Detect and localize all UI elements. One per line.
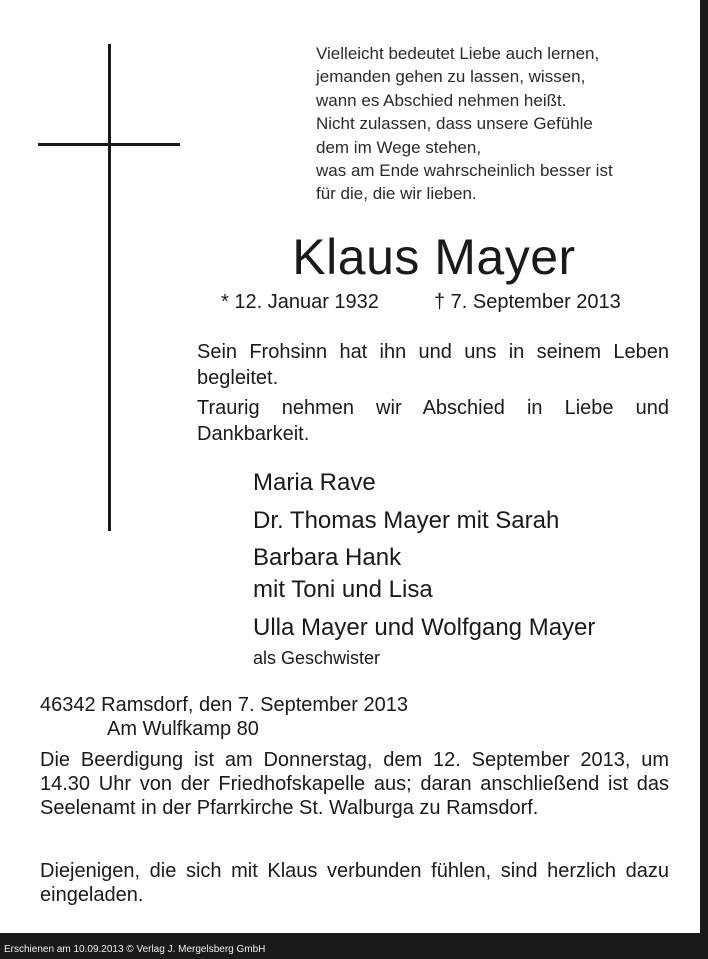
address-line-2: Am Wulfkamp 80 xyxy=(107,718,259,740)
mourner-name-continued: mit Toni und Lisa xyxy=(253,576,433,603)
address-line-1: 46342 Ramsdorf, den 7. September 2013 xyxy=(40,694,409,716)
cross-icon-vertical xyxy=(108,44,111,531)
poem-line: Vielleicht bedeutet Liebe auch lernen, xyxy=(316,44,600,63)
invitation-paragraph: Diejenigen, die sich mit Klaus verbunden fühlen, sind herzlich dazu eingeladen. xyxy=(40,860,669,906)
funeral-paragraph: Die Beerdigung ist am Donnerstag, dem 12. September 2013, um 14.30 Uhr von der Friedhofskapelle aus; daran anschließend ist das Seelenamt in der Pfarrkirche St. Walburga zu Ramsdorf. xyxy=(40,749,669,819)
mourner-name: Dr. Thomas Mayer mit Sarah xyxy=(253,507,560,534)
poem-line: dem im Wege stehen, xyxy=(316,137,482,157)
death-date: † 7. September 2013 xyxy=(434,291,621,313)
cross-icon-horizontal xyxy=(38,143,180,146)
mourner-name: Maria Rave xyxy=(253,469,376,496)
poem xyxy=(316,42,686,206)
poem-line: für die, die wir lieben. xyxy=(316,184,477,204)
publication-footer: Erschienen am 10.09.2013 © Verlag J. Mergelsberg GmbH xyxy=(0,941,708,959)
mourner-name: Ulla Mayer und Wolfgang Mayer xyxy=(253,614,596,641)
tribute-paragraph-1: Sein Frohsinn hat ihn und uns in seinem Leben begleitet. xyxy=(197,341,669,389)
tribute-paragraph-2: Traurig nehmen wir Abschied in Liebe und Dankbarkeit. xyxy=(197,397,669,445)
poem-line: wann es Abschied nehmen heißt. xyxy=(316,90,567,110)
poem-line: was am Ende wahrscheinlich besser ist xyxy=(316,161,613,181)
mourner-name: Barbara Hank xyxy=(253,544,402,571)
poem-line: jemanden gehen zu lassen, wissen, xyxy=(316,67,586,87)
deceased-name: Klaus Mayer xyxy=(292,229,576,285)
address-block xyxy=(40,693,408,741)
poem-line: Nicht zulassen, dass unsere Gefühle xyxy=(316,114,593,134)
mourner-role: als Geschwister xyxy=(253,648,381,668)
birth-date: * 12. Januar 1932 xyxy=(221,291,379,313)
